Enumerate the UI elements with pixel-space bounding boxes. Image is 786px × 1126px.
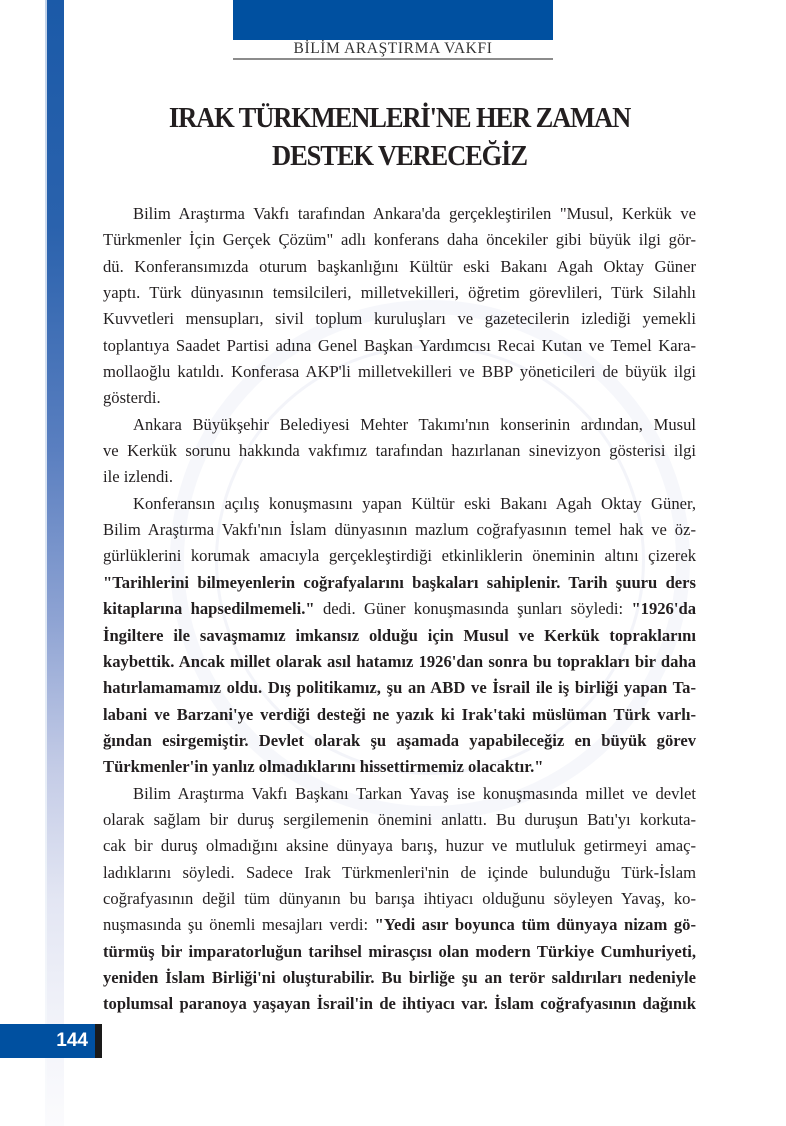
body-text-run: mollaoğlu katıldı. Konferasa AKP'li milletvekilleri ve BBP yöneticileri de büyük ilgi bbox=[103, 362, 696, 382]
body-line bbox=[103, 570, 696, 596]
page-number: 144 bbox=[56, 1030, 88, 1051]
body-text-run: yaptı. Türk dünyasının temsilcileri, milletvekilleri, öğretim görevlileri, Türk Silahlı bbox=[103, 283, 696, 303]
body-line bbox=[103, 464, 696, 490]
body-text-run: ve Kerkük sorunu hakkında vakfımız tarafından hazırlanan sinevizyon gösterisi ilgi bbox=[103, 441, 696, 461]
body-line bbox=[103, 912, 696, 938]
body-text-run: gürlüklerini korumak amacıyla gerçekleştirdiği etkinliklerin öneminin altını çizerek bbox=[103, 546, 696, 566]
bold-quote-text: "Yedi asır boyunca tüm dünyaya nizam gö- bbox=[374, 915, 696, 935]
bold-quote-text: İngiltere ile savaşmamız imkansız olduğu için Musul ve Kerkük topraklarını bbox=[103, 625, 696, 645]
body-text-run: ile izlendi. bbox=[103, 467, 174, 487]
body-line bbox=[103, 807, 696, 833]
body-line bbox=[103, 623, 696, 649]
left-margin-stripe bbox=[47, 0, 64, 1126]
body-line bbox=[103, 227, 696, 253]
bold-quote-text: türmüş bir imparatorluğun tarihsel mirasçısı olan modern Türkiye Cumhuriyeti, bbox=[103, 941, 696, 961]
body-line bbox=[103, 965, 696, 991]
body-text-run: gösterdi. bbox=[103, 388, 161, 408]
body-text-run: nuşmasında şu önemli mesajları verdi: bbox=[103, 915, 375, 935]
body-line bbox=[103, 702, 696, 728]
body-line bbox=[103, 860, 696, 886]
body-line bbox=[103, 649, 696, 675]
article-title bbox=[124, 100, 675, 176]
body-line bbox=[103, 886, 696, 912]
body-line bbox=[103, 754, 696, 780]
body-line bbox=[103, 517, 696, 543]
bold-quote-text: kitaplarına hapsedilmemeli." bbox=[103, 599, 315, 619]
bold-quote-text: ğından esirgemiştir. Devlet olarak şu aşamada yapabileceğiz en büyük görev bbox=[103, 730, 696, 750]
body-line bbox=[103, 385, 696, 411]
body-text-run: dedi. Güner konuşmasında şunları söyledi: bbox=[314, 599, 632, 619]
body-text-run: Konferansın açılış konuşmasını yapan Kültür eski Bakanı Agah Oktay Güner, bbox=[133, 493, 696, 513]
article-title-line: IRAK TÜRKMENLERİ'NE HER ZAMAN bbox=[168, 103, 631, 134]
body-line bbox=[103, 438, 696, 464]
body-text-run: cak bir duruş olmadığını aksine dünyaya barış, huzur ve mutluluk getirmeyi amaç- bbox=[103, 836, 696, 856]
bold-quote-text: "Tarihlerini bilmeyenlerin coğrafyalarını başkaları sahiplenir. Tarih şuuru ders bbox=[103, 572, 696, 592]
body-text-run: Bilim Araştırma Vakfı'nın İslam dünyasının mazlum coğrafyasının temel hak ve öz- bbox=[103, 520, 696, 540]
body-line bbox=[103, 939, 696, 965]
body-line bbox=[103, 333, 696, 359]
bold-quote-text: toplumsal paranoya yaşayan İsrail'in de ihtiyacı var. İslam coğrafyasının dağınık bbox=[103, 994, 696, 1014]
body-text-run: Kuvvetleri mensupları, sivil toplum kuruluşları ve gazetecilerin izlediği yemekli bbox=[103, 309, 696, 329]
bold-quote-text: labani ve Barzani'ye verdiği desteği ne yazık ki Irak'taki müslüman Türk varlı- bbox=[103, 704, 696, 724]
bold-quote-text: yeniden İslam Birliği'ni oluşturabilir. Bu birliğe şu an terör saldırıları nedeniyle bbox=[103, 967, 696, 987]
body-line bbox=[103, 543, 696, 569]
body-text-run: ladıklarını söyledi. Sadece Irak Türkmenleri'nin de içinde bulunduğu Türk-İslam bbox=[103, 862, 696, 882]
running-header: BİLİM ARAŞTIRMA VAKFI bbox=[293, 40, 493, 57]
body-line bbox=[103, 412, 696, 438]
body-text-run: coğrafyasının değil tüm dünyanın bu barışa ihtiyacı olduğunu söyleyen Yavaş, ko- bbox=[103, 888, 696, 908]
body-text-run: toplantıya Saadet Partisi adına Genel Başkan Yardımcısı Recai Kutan ve Temel Kara- bbox=[103, 335, 696, 355]
body-text-run: Ankara Büyükşehir Belediyesi Mehter Takımı'nın konserinin ardından, Musul bbox=[133, 414, 696, 434]
body-line bbox=[103, 596, 696, 622]
body-line bbox=[103, 781, 696, 807]
bold-quote-text: kaybettik. Ancak millet olarak asıl hatamız 1926'dan sonra bu toprakları bir daha bbox=[103, 651, 696, 671]
article-body bbox=[103, 201, 696, 1018]
body-line bbox=[103, 491, 696, 517]
body-line bbox=[103, 728, 696, 754]
body-text-run: Bilim Araştırma Vakfı Başkanı Tarkan Yavaş ise konuşmasında millet ve devlet bbox=[133, 783, 696, 803]
page-number-box-edge bbox=[95, 1024, 102, 1058]
body-line bbox=[103, 833, 696, 859]
body-text-run: Türkmenler İçin Gerçek Çözüm" adlı konferans daha öncekiler gibi büyük ilgi gör- bbox=[103, 230, 696, 250]
bold-quote-text: hatırlamamamız oldu. Dış politikamız, şu an ABD ve İsrail ile iş birliği yapan Ta- bbox=[103, 678, 696, 698]
body-line bbox=[103, 280, 696, 306]
body-line bbox=[103, 359, 696, 385]
header-color-bar bbox=[233, 0, 553, 40]
bold-quote-text: Türkmenler'in yanlız olmadıklarını hissettirmemiz olacaktır." bbox=[103, 757, 544, 777]
body-text-run: olarak sağlam bir duruş sergilemenin önemini anlattı. Bu duruşun Batı'yı korkuta- bbox=[103, 809, 696, 829]
body-line bbox=[103, 201, 696, 227]
body-line bbox=[103, 254, 696, 280]
body-text-run: dü. Konferansımızda oturum başkanlığını Kültür eski Bakanı Agah Oktay Güner bbox=[103, 256, 696, 276]
body-line bbox=[103, 306, 696, 332]
article-title-line: DESTEK VERECEĞİZ bbox=[272, 141, 527, 172]
bold-quote-text: "1926'da bbox=[631, 599, 696, 619]
body-line bbox=[103, 675, 696, 701]
body-text-run: Bilim Araştırma Vakfı tarafından Ankara'da gerçekleştirilen "Musul, Kerkük ve bbox=[133, 204, 696, 223]
body-line bbox=[103, 991, 696, 1017]
header-rule bbox=[233, 58, 553, 60]
